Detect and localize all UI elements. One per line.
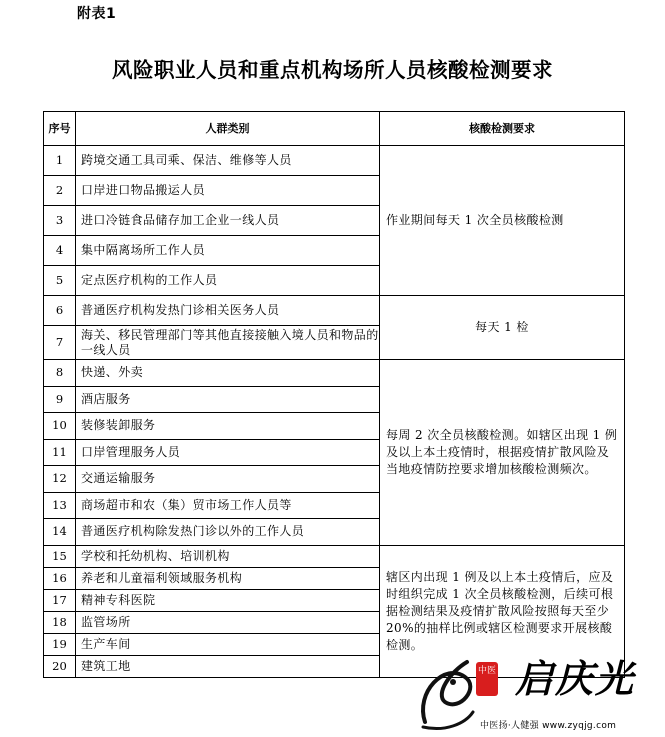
row-seq: 2 (44, 176, 76, 206)
row-group: 进口冷链食品储存加工企业一线人员 (76, 206, 380, 236)
row-seq: 7 (44, 326, 76, 360)
attachment-label: 附表1 (77, 6, 117, 22)
row-group: 定点医疗机构的工作人员 (76, 266, 380, 296)
row-seq: 11 (44, 439, 76, 466)
row-group: 跨境交通工具司乘、保洁、维修等人员 (76, 146, 380, 176)
row-seq: 8 (44, 360, 76, 387)
row-seq: 12 (44, 466, 76, 493)
requirement-cell: 每周 2 次全员核酸检测。如辖区出现 1 例及以上本土疫情时，根据疫情扩散风险及当地疫情防控要求增加核酸检测频次。 (380, 360, 625, 546)
row-seq: 20 (44, 655, 76, 677)
row-group: 海关、移民管理部门等其他直接接触入境人员和物品的一线人员 (76, 326, 380, 360)
header-requirement: 核酸检测要求 (380, 112, 625, 146)
row-seq: 9 (44, 386, 76, 413)
row-group: 口岸进口物品搬运人员 (76, 176, 380, 206)
row-group: 口岸管理服务人员 (76, 439, 380, 466)
row-group: 交通运输服务 (76, 466, 380, 493)
requirement-cell: 每天 1 检 (380, 296, 625, 360)
row-group: 建筑工地 (76, 655, 380, 677)
row-seq: 18 (44, 611, 76, 633)
page-title: 风险职业人员和重点机构场所人员核酸检测要求 (112, 58, 553, 82)
row-seq: 14 (44, 519, 76, 546)
row-seq: 6 (44, 296, 76, 326)
table-header-row (44, 112, 625, 146)
table-row (44, 360, 625, 387)
row-seq: 4 (44, 236, 76, 266)
row-seq: 13 (44, 492, 76, 519)
header-seq: 序号 (44, 112, 76, 146)
row-group: 装修装卸服务 (76, 413, 380, 440)
row-seq: 17 (44, 589, 76, 611)
row-group: 普通医疗机构除发热门诊以外的工作人员 (76, 519, 380, 546)
row-group: 酒店服务 (76, 386, 380, 413)
row-group: 学校和托幼机构、培训机构 (76, 545, 380, 567)
table-row (44, 296, 625, 326)
table-row (44, 146, 625, 176)
requirement-cell: 辖区内出现 1 例及以上本土疫情后，应及时组织完成 1 次全员核酸检测，后续可根据检测结果及疫情扩散风险按照每天至少 20%的抽样比例或辖区检测要求开展核酸检测。 (380, 545, 625, 677)
requirement-cell: 作业期间每天 1 次全员核酸检测 (380, 146, 625, 296)
row-seq: 5 (44, 266, 76, 296)
row-seq: 1 (44, 146, 76, 176)
row-group: 精神专科医院 (76, 589, 380, 611)
requirements-table (43, 111, 625, 678)
row-group: 快递、外卖 (76, 360, 380, 387)
row-seq: 10 (44, 413, 76, 440)
row-group: 普通医疗机构发热门诊相关医务人员 (76, 296, 380, 326)
row-seq: 15 (44, 545, 76, 567)
row-group: 生产车间 (76, 633, 380, 655)
row-seq: 16 (44, 567, 76, 589)
brand-site: 中医扬·人健强 www.zyqjg.com (480, 721, 617, 731)
row-group: 商场超市和农（集）贸市场工作人员等 (76, 492, 380, 519)
row-seq: 19 (44, 633, 76, 655)
row-group: 养老和儿童福利领域服务机构 (76, 567, 380, 589)
row-seq: 3 (44, 206, 76, 236)
brand-seal: 中医 (476, 662, 498, 696)
header-group: 人群类别 (76, 112, 380, 146)
row-group: 集中隔离场所工作人员 (76, 236, 380, 266)
table-row (44, 545, 625, 567)
brand-name: 启庆光 (515, 656, 636, 701)
row-group: 监管场所 (76, 611, 380, 633)
